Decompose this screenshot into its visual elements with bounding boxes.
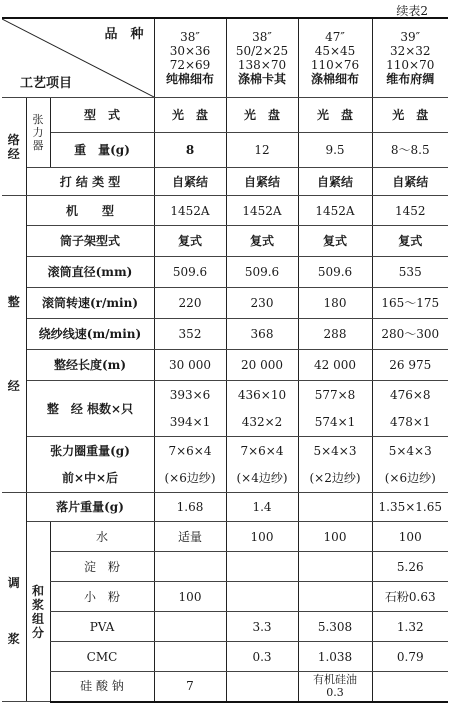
row-label: 水 xyxy=(50,522,154,552)
cell: 3.3 xyxy=(226,612,298,642)
cell: 30 000 xyxy=(154,350,226,381)
cell: 5.26 xyxy=(372,552,448,582)
cell: 7 xyxy=(154,672,226,702)
cell: 1.68 xyxy=(154,493,226,522)
column-header-4 xyxy=(372,18,448,98)
cell: 100 xyxy=(372,522,448,552)
cell: 自紧结 xyxy=(372,168,448,196)
row-label: 整经长度(m) xyxy=(26,350,154,381)
cell xyxy=(298,582,372,612)
cell xyxy=(298,552,372,582)
table-row xyxy=(2,288,448,319)
cell: 230 xyxy=(226,288,298,319)
cell: (×6边纱) xyxy=(154,465,226,493)
row-label: 滚筒转速(r/min) xyxy=(26,288,154,319)
cell: 8 xyxy=(154,133,226,168)
column-count: 38″ xyxy=(252,30,272,44)
cell: 1.4 xyxy=(226,493,298,522)
cell xyxy=(154,642,226,672)
cell: 0.79 xyxy=(372,642,448,672)
cell: 石粉0.63 xyxy=(372,582,448,612)
row-label: 机 型 xyxy=(26,196,154,226)
column-name: 涤棉细布 xyxy=(310,72,359,86)
section-luojing: 络 经 xyxy=(2,98,26,196)
row-label: 绕纱线速(m/min) xyxy=(26,319,154,350)
cell: 509.6 xyxy=(226,257,298,288)
cell: 光 盘 xyxy=(298,98,372,133)
cell: 1452A xyxy=(226,196,298,226)
cell: 12 xyxy=(226,133,298,168)
cell: (×6边纱) xyxy=(372,465,448,493)
cell: 165～175 xyxy=(372,288,448,319)
cell: 7×6×4 xyxy=(226,437,298,465)
table-row xyxy=(2,168,448,196)
column-name: 涤棉卡其 xyxy=(237,72,286,86)
table-row xyxy=(2,226,448,257)
header-row xyxy=(2,18,448,98)
cell: 476×8 xyxy=(372,381,448,409)
column-spec: 32×32 xyxy=(389,44,431,58)
column-count: 39″ xyxy=(400,30,421,44)
cell xyxy=(372,672,448,702)
cell: 1452 xyxy=(372,196,448,226)
cell xyxy=(226,582,298,612)
continuation-label: 续表2 xyxy=(396,4,428,18)
cell: 复式 xyxy=(372,226,448,257)
corner-bottom-label: 工艺项目 xyxy=(20,76,73,91)
table-row xyxy=(2,133,448,168)
row-label: 打 结 类 型 xyxy=(26,168,154,196)
row-label: PVA xyxy=(50,612,154,642)
cell: 100 xyxy=(226,522,298,552)
cell: 26 975 xyxy=(372,350,448,381)
column-spec: 138×70 xyxy=(237,58,287,72)
cell xyxy=(154,552,226,582)
cell: 42 000 xyxy=(298,350,372,381)
section-tiaojiang: 调 浆 xyxy=(2,522,26,702)
cell: 复式 xyxy=(154,226,226,257)
table-row xyxy=(2,582,448,612)
cell: 9.5 xyxy=(298,133,372,168)
section-hejiang: 和 浆 组 分 xyxy=(26,522,50,702)
corner-cell xyxy=(2,18,154,98)
cell: 220 xyxy=(154,288,226,319)
cell: 280～300 xyxy=(372,319,448,350)
row-label: 张力圈重量(g) xyxy=(26,437,154,465)
cell: (×2边纱) xyxy=(298,465,372,493)
cell: 1.038 xyxy=(298,642,372,672)
cell: 509.6 xyxy=(298,257,372,288)
section-zhengjing: 整 经 xyxy=(2,196,26,493)
table-row xyxy=(2,381,448,409)
table-row xyxy=(2,437,448,465)
table-row xyxy=(2,465,448,493)
cell: 393×6 xyxy=(154,381,226,409)
cell: 复式 xyxy=(298,226,372,257)
cell: 1452A xyxy=(298,196,372,226)
section-spacer xyxy=(2,493,26,522)
cell: 535 xyxy=(372,257,448,288)
cell: 光 盘 xyxy=(372,98,448,133)
table-row xyxy=(2,672,448,702)
cell: (×4边纱) xyxy=(226,465,298,493)
cell: 光 盘 xyxy=(154,98,226,133)
column-name: 维布府绸 xyxy=(386,72,435,86)
table-row xyxy=(2,257,448,288)
cell: 100 xyxy=(298,522,372,552)
table-row xyxy=(2,642,448,672)
cell: 5×4×3 xyxy=(298,437,372,465)
row-label: 落片重量(g) xyxy=(26,493,154,522)
row-label: 重 量(g) xyxy=(50,133,154,168)
cell: 478×1 xyxy=(372,409,448,437)
corner-top-label: 品 种 xyxy=(104,27,144,42)
column-spec: 30×36 xyxy=(169,44,211,58)
cell: 288 xyxy=(298,319,372,350)
column-header-2 xyxy=(226,18,298,98)
cell: 394×1 xyxy=(154,409,226,437)
cell: 有机硅油 0.3 xyxy=(298,672,372,702)
row-label: 小 粉 xyxy=(50,582,154,612)
table-row xyxy=(2,350,448,381)
cell xyxy=(226,672,298,702)
row-label: 前×中×后 xyxy=(26,465,154,493)
column-name: 纯棉细布 xyxy=(165,72,214,86)
column-spec: 110×76 xyxy=(310,58,360,72)
cell: 432×2 xyxy=(226,409,298,437)
table-row xyxy=(2,522,448,552)
column-header-1 xyxy=(154,18,226,98)
cell: 0.3 xyxy=(226,642,298,672)
cell xyxy=(298,493,372,522)
cell: 1452A xyxy=(154,196,226,226)
cell: 8～8.5 xyxy=(372,133,448,168)
cell: 适量 xyxy=(154,522,226,552)
row-label: CMC xyxy=(50,642,154,672)
cell: 20 000 xyxy=(226,350,298,381)
cell: 436×10 xyxy=(226,381,298,409)
cell: 574×1 xyxy=(298,409,372,437)
cell: 1.32 xyxy=(372,612,448,642)
row-label: 型 式 xyxy=(50,98,154,133)
column-spec: 45×45 xyxy=(314,44,356,58)
row-label: 滚筒直径(mm) xyxy=(26,257,154,288)
column-count: 38″ xyxy=(180,30,200,44)
column-spec: 72×69 xyxy=(169,58,211,72)
cell xyxy=(226,552,298,582)
cell: 100 xyxy=(154,582,226,612)
row-label: 淀 粉 xyxy=(50,552,154,582)
cell: 复式 xyxy=(226,226,298,257)
tensioner-label: 张 力 器 xyxy=(26,98,50,168)
row-label: 整 经 根数×只 xyxy=(26,381,154,437)
cell: 577×8 xyxy=(298,381,372,409)
cell xyxy=(154,612,226,642)
table-row xyxy=(2,493,448,522)
table-row xyxy=(2,319,448,350)
cell: 自紧结 xyxy=(226,168,298,196)
cell: 509.6 xyxy=(154,257,226,288)
column-header-3 xyxy=(298,18,372,98)
cell: 7×6×4 xyxy=(154,437,226,465)
cell: 1.35×1.65 xyxy=(372,493,448,522)
column-spec: 110×70 xyxy=(386,58,435,72)
cell: 自紧结 xyxy=(154,168,226,196)
column-count: 47″ xyxy=(325,30,345,44)
column-spec: 50/2×25 xyxy=(235,44,289,58)
cell: 368 xyxy=(226,319,298,350)
table-row xyxy=(2,612,448,642)
row-label: 硅 酸 钠 xyxy=(50,672,154,702)
cell: 光 盘 xyxy=(226,98,298,133)
cell: 自紧结 xyxy=(298,168,372,196)
cell: 5×4×3 xyxy=(372,437,448,465)
cell: 180 xyxy=(298,288,372,319)
table-row xyxy=(2,98,448,133)
cell: 5.308 xyxy=(298,612,372,642)
row-label: 筒子架型式 xyxy=(26,226,154,257)
cell: 352 xyxy=(154,319,226,350)
table-row xyxy=(2,552,448,582)
process-table xyxy=(2,17,448,703)
table-row xyxy=(2,196,448,226)
